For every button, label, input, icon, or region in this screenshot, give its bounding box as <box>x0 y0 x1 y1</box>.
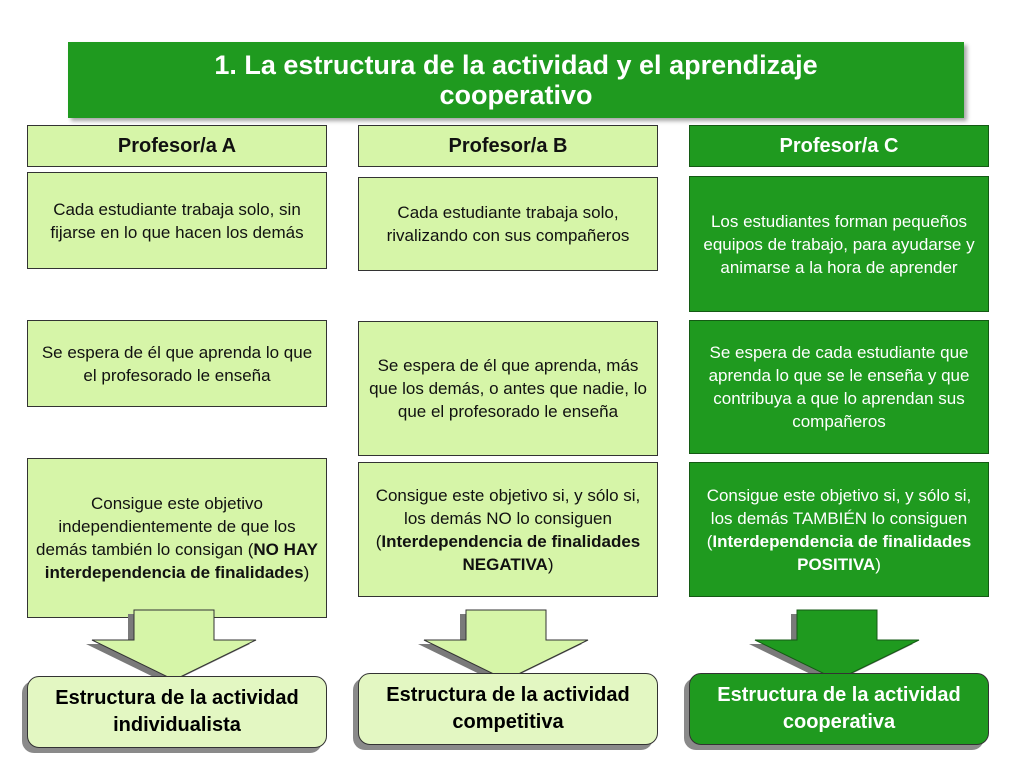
column-b-objective <box>358 462 658 597</box>
column-a-header: Profesor/a A <box>27 125 327 167</box>
column-c-objective-text: Consigue este objetivo si, y sólo si, los demás TAMBIÉN lo consiguen (Interdependencia de finalidades POSITIVA) <box>706 485 972 574</box>
title-line-2: cooperativo <box>439 80 593 110</box>
column-a-description: Cada estudiante trabaja solo, sin fijarse en lo que hacen los demás <box>27 172 327 269</box>
title-line-1: 1. La estructura de la actividad y el aprendizaje <box>214 50 818 80</box>
column-a-objective <box>27 458 327 618</box>
down-arrow-a <box>80 606 270 684</box>
final-box-cooperativa: Estructura de la actividad cooperativa <box>689 673 989 745</box>
final-box-competitiva: Estructura de la actividad competitiva <box>358 673 658 745</box>
column-c-objective <box>689 462 989 597</box>
column-c-description: Los estudiantes forman pequeños equipos de trabajo, para ayudarse y animarse a la hora de aprender <box>689 176 989 312</box>
column-b-expectation: Se espera de él que aprenda, más que los demás, o antes que nadie, lo que el profesorado le enseña <box>358 321 658 456</box>
column-c-expectation: Se espera de cada estudiante que aprenda lo que se le enseña y que contribuya a que lo aprendan sus compañeros <box>689 320 989 454</box>
column-b-objective-text: Consigue este objetivo si, y sólo si, los demás NO lo consiguen (Interdependencia de finalidades NEGATIVA) <box>375 485 641 574</box>
final-box-individualista: Estructura de la actividad individualista <box>27 676 327 748</box>
column-a-objective-text: Consigue este objetivo independientemente de que los demás también lo consigan (NO HAY interdependencia de finalidades) <box>36 494 318 582</box>
page-title <box>68 42 964 118</box>
column-a-expectation: Se espera de él que aprenda lo que el profesorado le enseña <box>27 320 327 407</box>
column-c-header: Profesor/a C <box>689 125 989 167</box>
column-b-header: Profesor/a B <box>358 125 658 167</box>
column-b-description: Cada estudiante trabaja solo, rivalizando con sus compañeros <box>358 177 658 271</box>
